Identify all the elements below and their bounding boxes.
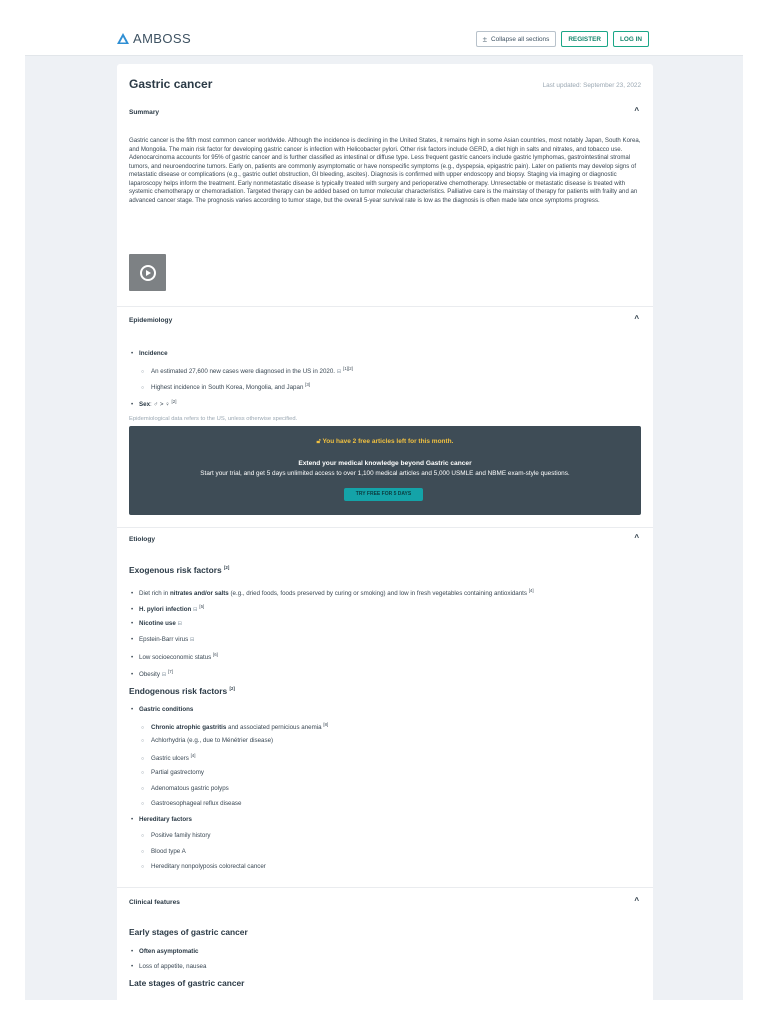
section-summary-header[interactable] xyxy=(117,106,653,122)
clinical-item-1: Often asymptomatic xyxy=(139,948,199,955)
try-free-button[interactable]: TRY FREE FOR 5 DAYS xyxy=(344,488,423,501)
reference[interactable]: [6] xyxy=(212,652,218,657)
top-bar xyxy=(25,20,743,56)
chevron-up-icon[interactable]: ^ xyxy=(634,314,639,323)
exogenous-heading-text: Exogenous risk factors xyxy=(129,565,222,575)
exo-item-4[interactable]: Epstein-Barr virus xyxy=(139,636,189,643)
info-icon[interactable]: ⊟ xyxy=(161,672,167,679)
endogenous-heading xyxy=(129,686,235,696)
exo-item-2[interactable]: H. pylori infection xyxy=(139,606,192,614)
promo-title: Extend your medical knowledge beyond Gastric cancer xyxy=(298,460,472,467)
list-item: ○ Partial gastrectomy xyxy=(141,769,204,776)
promo-subtitle: Start your trial, and get 5 days unlimited access to over 1,100 medical articles and 5,000 USMLE and NBME exam-style questions. xyxy=(200,470,570,477)
gastric-item-2[interactable]: Achlorhydria (e.g., due to Ménétrier disease) xyxy=(151,737,274,744)
section-etiology-header[interactable] xyxy=(117,533,653,549)
page-frame xyxy=(25,20,743,1000)
chevron-up-icon[interactable]: ^ xyxy=(634,533,639,542)
list-item: • Hereditary factors xyxy=(131,816,192,823)
sex-value: : ♂ > ♀ xyxy=(150,401,170,409)
gastric-item-5: Adenomatous gastric polyps xyxy=(151,785,229,792)
gastric-item-3: Gastric ulcers xyxy=(151,755,189,763)
early-stages-heading: Early stages of gastric cancer xyxy=(129,927,248,937)
epidemiology-note: Epidemiological data refers to the US, unless otherwise specified. xyxy=(129,416,298,422)
divider xyxy=(117,887,653,888)
late-stages-heading: Late stages of gastric cancer xyxy=(129,978,245,988)
reference[interactable]: [2] xyxy=(229,686,235,692)
gastric-item-1-post: and associated pernicious anemia xyxy=(226,724,322,732)
register-button[interactable]: REGISTER xyxy=(561,31,608,47)
list-item: ○ Gastroesophageal reflux disease xyxy=(141,800,242,807)
list-item: • Obesity ⊟ [7] xyxy=(131,669,173,679)
trial-promo-banner xyxy=(129,426,641,515)
exo-item-1-post: (e.g., dried foods, foods preserved by curing or smoking) and low in fresh vegetables containing antioxidants xyxy=(228,590,527,598)
login-button[interactable]: LOG IN xyxy=(613,31,649,47)
article-card xyxy=(117,64,653,1000)
reference[interactable]: [3] xyxy=(305,382,311,387)
video-thumbnail[interactable] xyxy=(129,254,166,291)
exo-item-6[interactable]: Obesity xyxy=(139,671,160,679)
list-item: • Incidence xyxy=(131,350,168,357)
list-item: ○ Gastric ulcers [4] xyxy=(141,753,196,763)
clinical-item-2: Loss of appetite, nausea xyxy=(139,963,207,970)
list-item: • Loss of appetite, nausea xyxy=(131,963,207,970)
exogenous-heading xyxy=(129,565,229,575)
hereditary-item-1: Positive family history xyxy=(151,832,211,839)
brand-name: AMBOSS xyxy=(133,31,192,46)
info-icon[interactable]: ⊟ xyxy=(177,621,183,627)
gastric-item-1-bold: Chronic atrophic gastritis xyxy=(151,724,227,732)
info-icon[interactable]: ⊟ xyxy=(189,637,195,643)
gastric-item-6: Gastroesophageal reflux disease xyxy=(151,800,242,807)
list-item: • Sex: ♂ > ♀ [2] xyxy=(131,399,177,409)
page-title: Gastric cancer xyxy=(129,77,213,91)
section-summary-label: Summary xyxy=(129,109,160,116)
lock-icon: 🔓︎ xyxy=(316,438,321,445)
list-item: ○ An estimated 27,600 new cases were diagnosed in the US in 2020. ⊟ [1][2] xyxy=(141,366,353,376)
exo-item-3: Nicotine use xyxy=(139,620,176,627)
free-articles-text: You have 2 free articles left for this month. xyxy=(322,438,454,445)
section-clinical-label: Clinical features xyxy=(129,899,180,906)
exo-item-1-pre: Diet rich in xyxy=(139,590,170,598)
list-item: • Diet rich in nitrates and/or salts (e.g., dried foods, foods preserved by curing or smoking) and low in fresh vegetables containing antioxidants [4] xyxy=(131,588,534,598)
section-epidemiology-header[interactable] xyxy=(117,314,653,330)
incidence-label[interactable]: Incidence xyxy=(139,350,168,357)
top-actions xyxy=(476,31,649,47)
hereditary-item-2: Blood type A xyxy=(151,848,186,855)
play-icon xyxy=(140,265,156,281)
list-item: • Epstein-Barr virus ⊟ xyxy=(131,636,195,643)
collapse-all-label: Collapse all sections xyxy=(491,35,550,43)
last-updated: Last updated: September 23, 2022 xyxy=(542,82,641,89)
hereditary-item-3[interactable]: Hereditary nonpolyposis colorectal cancer xyxy=(151,863,266,870)
section-etiology-label: Etiology xyxy=(129,536,156,543)
incidence-item-1: An estimated 27,600 new cases were diagnosed in the US in 2020. xyxy=(151,368,336,376)
section-clinical-header[interactable] xyxy=(117,896,653,912)
list-item: • Nicotine use ⊟ xyxy=(131,620,183,627)
list-item: ○ Highest incidence in South Korea, Mongolia, and Japan [3] xyxy=(141,382,311,392)
section-epidemiology-label: Epidemiology xyxy=(129,317,173,324)
list-item: ○ Positive family history xyxy=(141,832,211,839)
reference[interactable]: [5] xyxy=(199,604,205,609)
free-articles-notice xyxy=(129,438,641,446)
reference[interactable]: [8] xyxy=(323,722,329,727)
exo-item-1-bold: nitrates and/or salts xyxy=(169,590,229,598)
list-item: ○ Chronic atrophic gastritis and associated pernicious anemia [8] xyxy=(141,722,329,732)
exo-item-5: Low socioeconomic status xyxy=(139,654,212,662)
divider xyxy=(117,527,653,528)
hereditary-factors-label: Hereditary factors xyxy=(139,816,192,823)
list-item: • H. pylori infection ⊟ [5] xyxy=(131,604,205,614)
list-item: ○ Adenomatous gastric polyps xyxy=(141,785,229,792)
reference[interactable]: [1][2] xyxy=(343,366,353,371)
list-item: ○ Blood type A xyxy=(141,848,186,855)
info-icon[interactable]: ⊟ xyxy=(336,369,342,376)
list-item: • Often asymptomatic xyxy=(131,948,199,955)
gastric-item-4: Partial gastrectomy xyxy=(151,769,204,776)
chevron-up-icon[interactable]: ^ xyxy=(634,106,639,115)
collapse-all-button[interactable] xyxy=(476,31,557,47)
list-item: • Low socioeconomic status [6] xyxy=(131,652,218,662)
amboss-logo[interactable] xyxy=(117,31,191,46)
list-item: ○ Achlorhydria (e.g., due to Ménétrier disease) xyxy=(141,737,274,744)
reference[interactable]: [2] xyxy=(171,399,177,404)
list-item: ○ Hereditary nonpolyposis colorectal cancer xyxy=(141,863,266,870)
sex-label: Sex xyxy=(139,401,151,409)
info-icon[interactable]: ⊟ xyxy=(193,607,198,614)
reference[interactable]: [4] xyxy=(528,588,534,593)
endogenous-heading-text: Endogenous risk factors xyxy=(129,686,228,696)
collapse-icon: ± xyxy=(482,34,488,44)
amboss-logo-icon xyxy=(117,33,129,44)
reference[interactable]: [7] xyxy=(168,669,173,674)
list-item: • Gastric conditions xyxy=(131,706,194,713)
summary-text: Gastric cancer is the fifth most common cancer worldwide. Although the incidence is declining in the United States, it remains high in some Asian countries, most notably Japan, South Korea, and Mongolia. The main risk factor for developing gastric cancer is infection with Helicobacter pylori. Other risk factors include GERD, a diet high in salts and nitrates, and tobacco use. Adenocarcinoma accounts for 95% of gastric cancer and is further classified as intestinal or diffuse type. Less frequent gastric cancers include gastric lymphomas, gastrointestinal stromal tumors, and neuroendocrine tumors. Early on, patients are commonly asymptomatic or have nonspecific symptoms (e.g., dyspepsia, epigastric pain). Later on patients may develop signs of metastatic disease or complications (e.g., gastric outlet obstruction, GI bleeding, ascites). Diagnosis is confirmed with upper endoscopy and biopsy. Staging via imaging or diagnostic laparoscopy helps inform the treatment. Early nonmetastatic disease is typically treated with surgery and perioperative chemotherapy. Unresectable or metastatic disease is treated with systemic chemotherapy or chemoradiation. Targeted therapy can be added based on tumor molecular characteristics. Palliative care is the mainstay of therapy for patients with frailty and an advanced cancer stage. The prognosis varies according to tumor stage, but the overall 5-year survival rate is low as the diagnosis is often made late once symptoms progress. xyxy=(129,137,641,204)
reference[interactable]: [2] xyxy=(223,565,230,571)
chevron-up-icon[interactable]: ^ xyxy=(634,896,639,905)
incidence-item-2: Highest incidence in South Korea, Mongolia, and Japan xyxy=(151,384,304,392)
divider xyxy=(117,306,653,307)
reference[interactable]: [4] xyxy=(190,753,196,758)
gastric-conditions-label: Gastric conditions xyxy=(139,706,194,713)
